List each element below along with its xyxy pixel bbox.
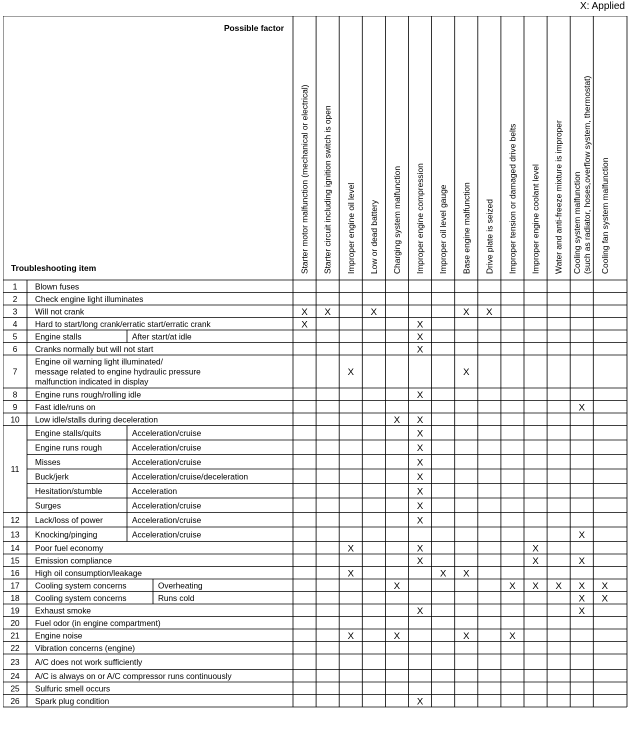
row-description: Hesitation/stumble — [35, 486, 103, 496]
applied-mark: X — [416, 344, 424, 356]
row-description: Exhaust smoke — [35, 606, 91, 616]
row-description: Poor fuel economy — [35, 543, 104, 553]
applied-mark: X — [416, 331, 424, 343]
row-description: Engine runs rough/rolling idle — [35, 390, 142, 400]
row-number: 18 — [10, 593, 20, 603]
row-number: 6 — [12, 344, 18, 354]
row-condition: Acceleration/cruise — [132, 428, 202, 438]
row-description: Cooling system concerns — [35, 593, 127, 603]
row-description: Engine runs rough — [35, 443, 102, 453]
row-condition: Acceleration/cruise — [132, 515, 202, 525]
factor-header-13-line-1: Cooling system malfunction — [571, 171, 582, 274]
row-description: Emission compliance — [35, 556, 112, 566]
applied-mark: X — [301, 306, 308, 318]
applied-mark: X — [532, 555, 539, 567]
factor-header-7: Improper oil level gauge — [438, 184, 449, 274]
row-number: 10 — [10, 415, 20, 425]
row-description: malfunction indicated in display — [35, 377, 149, 387]
factor-header-11: Improper engine coolant level — [530, 164, 541, 274]
row-description: Knocking/pinging — [35, 530, 98, 540]
possible-factor-label: Possible factor — [223, 23, 284, 33]
row-description: Blown fuses — [35, 282, 80, 292]
factor-header-3: Improper engine oil level — [345, 182, 356, 274]
applied-mark: X — [416, 605, 424, 617]
row-description: Engine noise — [35, 631, 83, 641]
applied-mark: X — [601, 593, 609, 605]
row-description: Spark plug condition — [35, 696, 110, 706]
row-number: 25 — [10, 684, 20, 694]
row-number: 12 — [10, 515, 20, 525]
row-condition: Acceleration — [132, 486, 178, 496]
applied-mark: X — [416, 543, 424, 555]
applied-mark: X — [486, 306, 493, 318]
applied-mark: X — [393, 630, 401, 642]
row-number: 3 — [12, 307, 18, 317]
row-description: Engine stalls/quits — [35, 428, 101, 438]
legend-applied: X: Applied — [579, 1, 625, 12]
applied-mark: X — [601, 580, 609, 592]
applied-mark: X — [555, 580, 562, 592]
applied-mark: X — [578, 555, 585, 567]
applied-mark: X — [463, 568, 470, 580]
row-description: Lack/loss of power — [35, 515, 103, 525]
applied-mark: X — [416, 442, 424, 454]
applied-mark: X — [393, 414, 401, 426]
row-description: A/C does not work sufficiently — [35, 657, 143, 667]
applied-mark: X — [463, 630, 470, 642]
row-description: Misses — [35, 457, 61, 467]
row-description: Engine oil warning light illuminated/ — [35, 357, 163, 367]
applied-mark: X — [416, 500, 424, 512]
factor-header-6: Improper engine compression — [415, 163, 426, 274]
row-description: message related to engine hydraulic pressure — [35, 367, 201, 377]
applied-mark: X — [463, 367, 470, 378]
factor-header-14: Cooling fan system malfunction — [599, 157, 610, 274]
applied-mark: X — [347, 367, 354, 378]
row-number: 14 — [10, 543, 20, 553]
applied-mark: X — [578, 402, 585, 414]
factor-header-12: Water and anti-freeze mixture is improper — [553, 120, 564, 274]
applied-mark: X — [347, 543, 354, 555]
applied-mark: X — [416, 389, 424, 401]
row-description: Surges — [35, 501, 61, 511]
applied-mark: X — [416, 555, 424, 567]
applied-mark: X — [416, 696, 424, 708]
table-rows — [10, 282, 608, 707]
row-number: 20 — [10, 618, 20, 628]
row-condition: Acceleration/cruise — [132, 501, 202, 511]
factor-header-13-line-2: (such as radiator, hoses,overflow system, thermostat) — [581, 75, 592, 274]
row-description: Check engine light illuminates — [35, 294, 144, 304]
row-number: 1 — [12, 282, 18, 292]
row-number: 22 — [10, 643, 20, 653]
row-number: 4 — [12, 319, 18, 329]
applied-mark: X — [416, 414, 424, 426]
applied-mark: X — [509, 580, 516, 592]
row-number: 24 — [10, 671, 20, 681]
applied-mark: X — [301, 319, 308, 331]
applied-mark: X — [578, 529, 585, 541]
applied-mark: X — [578, 593, 585, 605]
factor-header-1: Starter motor malfunction (mechanical or electrical) — [299, 84, 310, 274]
row-number: 5 — [12, 332, 18, 342]
row-description: Cranks normally but will not start — [35, 344, 154, 354]
row-condition: Overheating — [158, 581, 203, 591]
row-description: Vibration concerns (engine) — [35, 643, 135, 653]
row-description: A/C is always on or A/C compressor runs continuously — [35, 671, 232, 681]
row-number: 9 — [12, 402, 18, 412]
applied-mark: X — [532, 543, 539, 555]
applied-mark: X — [532, 580, 539, 592]
applied-mark: X — [347, 630, 354, 642]
row-description: Will not crank — [35, 307, 85, 317]
applied-mark: X — [370, 306, 378, 318]
row-number: 11 — [10, 465, 20, 474]
row-description: Hard to start/long crank/erratic start/erratic crank — [35, 319, 211, 329]
factor-header-5: Charging system malfunction — [391, 166, 402, 274]
row-description: Sulfuric smell occurs — [35, 684, 111, 694]
row-number: 15 — [10, 556, 20, 566]
applied-mark: X — [416, 319, 424, 331]
factor-header-4: Low or dead battery — [368, 199, 379, 274]
row-description: Buck/jerk — [35, 472, 69, 482]
row-number: 23 — [10, 657, 20, 667]
applied-mark: X — [416, 471, 424, 483]
row-condition: Acceleration/cruise/deceleration — [132, 472, 249, 482]
applied-mark: X — [416, 515, 424, 527]
applied-mark: X — [439, 568, 447, 580]
row-description: High oil consumption/leakage — [35, 568, 142, 578]
row-description: Cooling system concerns — [35, 581, 127, 591]
troubleshooting-item-label: Troubleshooting item — [11, 263, 97, 273]
applied-mark: X — [416, 486, 424, 498]
applied-mark: X — [324, 306, 331, 318]
row-condition: Acceleration/cruise — [132, 457, 202, 467]
row-number: 13 — [10, 530, 20, 540]
row-number: 19 — [10, 606, 20, 616]
applied-mark: X — [578, 605, 585, 617]
applied-mark: X — [463, 306, 470, 318]
row-description: Fuel odor (in engine compartment) — [35, 618, 161, 628]
row-number: 8 — [12, 390, 18, 400]
row-description: Fast idle/runs on — [35, 402, 96, 412]
troubleshooting-table — [3, 16, 628, 744]
applied-mark: X — [393, 580, 401, 592]
row-number: 26 — [10, 696, 20, 706]
row-number: 2 — [12, 294, 18, 304]
applied-mark: X — [416, 457, 424, 469]
row-description: Low idle/stalls during deceleration — [35, 415, 158, 425]
applied-mark: X — [347, 568, 354, 580]
row-number: 17 — [10, 581, 20, 591]
row-condition: Acceleration/cruise — [132, 443, 202, 453]
applied-mark: X — [509, 630, 516, 642]
row-condition: After start/at idle — [132, 332, 192, 342]
factor-header-10: Improper tension or damaged drive belts — [507, 123, 518, 274]
factor-header-8: Base engine malfunction — [461, 182, 472, 274]
row-condition: Runs cold — [158, 593, 195, 603]
applied-mark: X — [578, 580, 585, 592]
row-condition: Acceleration/cruise — [132, 530, 202, 540]
row-number: 21 — [10, 631, 20, 641]
factor-header-9: Drive plate is seized — [484, 199, 495, 274]
row-number: 7 — [12, 367, 18, 377]
applied-mark: X — [416, 428, 424, 440]
factor-header-2: Starter circuit including ignition switch is open — [322, 105, 333, 274]
row-description: Engine stalls — [35, 332, 82, 342]
row-number: 16 — [10, 568, 20, 578]
